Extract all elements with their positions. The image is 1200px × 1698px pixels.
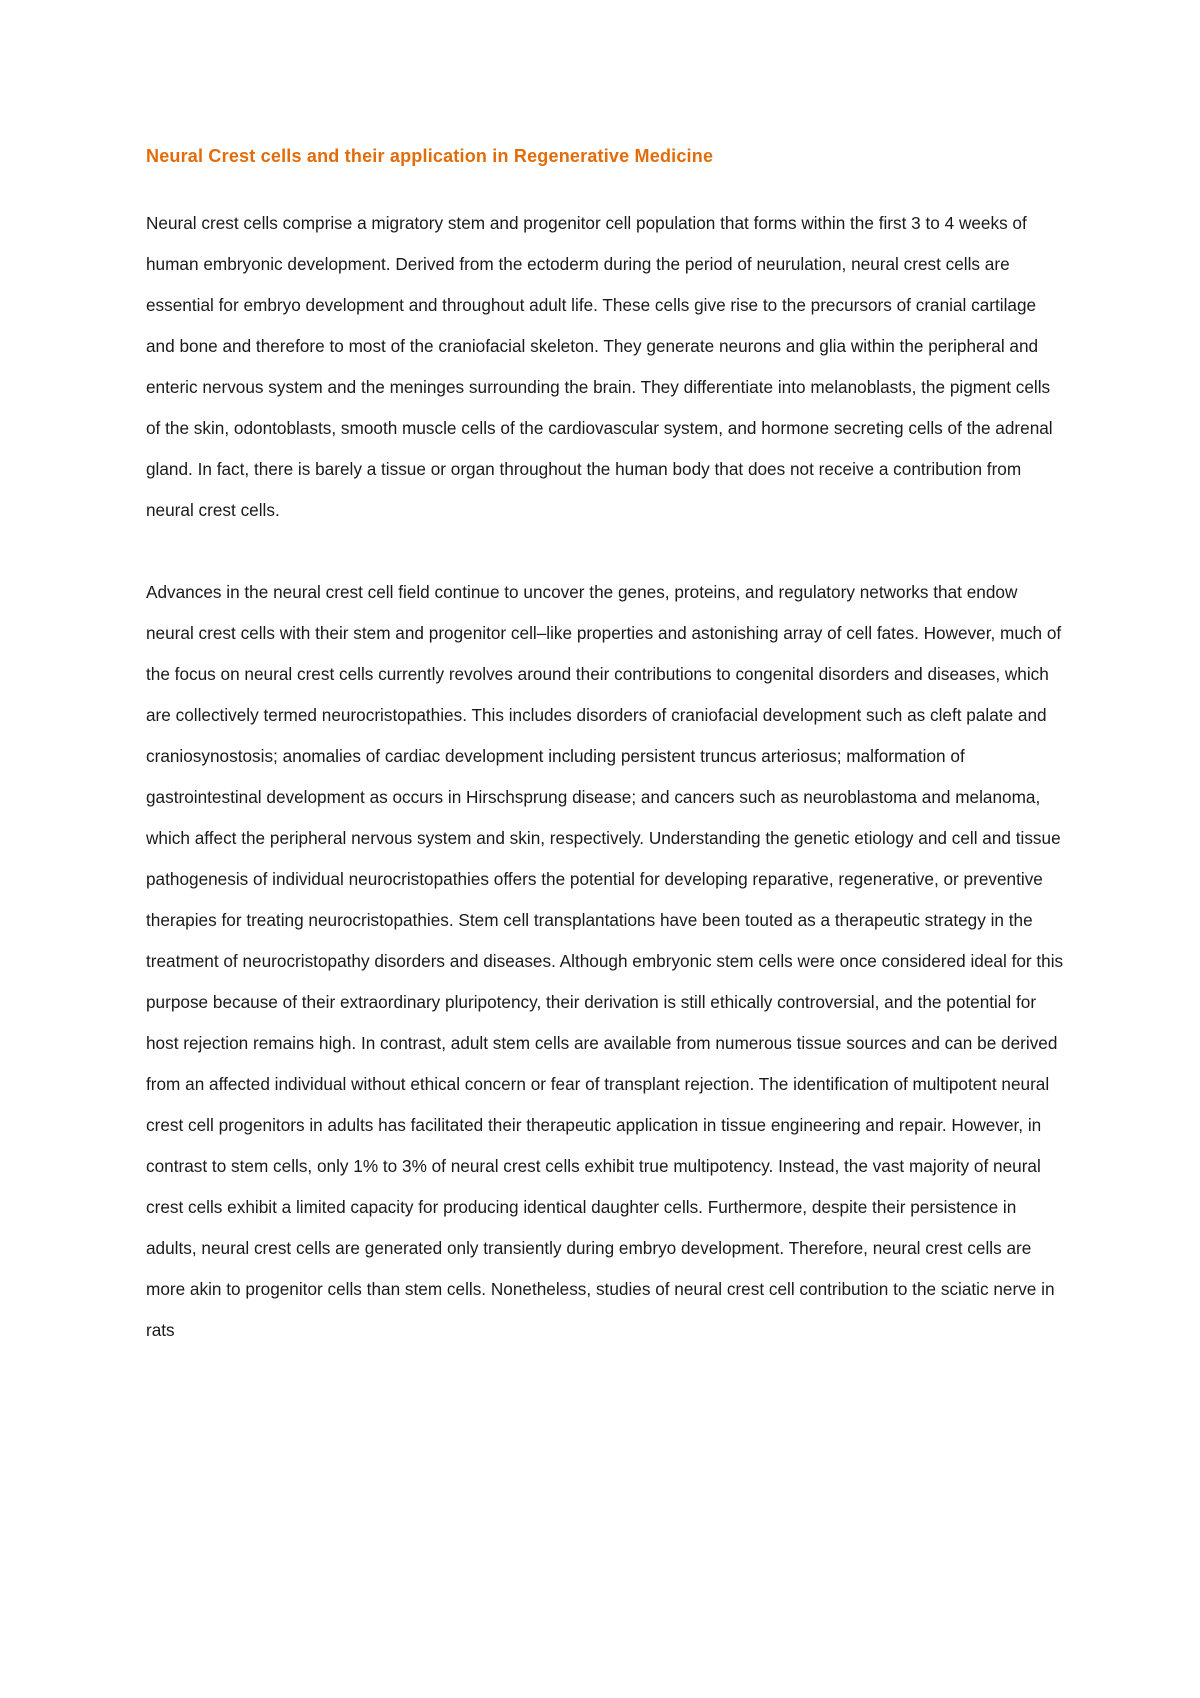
paragraph-1: Neural crest cells comprise a migratory stem and progenitor cell population that forms within the first 3 to 4 weeks of human embryonic development. Derived from the ectoderm during the period of neurulation, neural crest cells are essential for embryo development and throughout adult life. These cells give rise to the precursors of cranial cartilage and bone and therefore to most of the craniofacial skeleton. They generate neurons and glia within the peripheral and enteric nervous system and the meninges surrounding the brain. They differentiate into melanoblasts, the pigment cells of the skin, odontoblasts, smooth muscle cells of the cardiovascular system, and hormone secreting cells of the adrenal gland. In fact, there is barely a tissue or organ throughout the human body that does not receive a contribution from neural crest cells. (146, 213, 1053, 520)
document-title: Neural Crest cells and their application in Regenerative Medicine (146, 146, 714, 166)
paragraph-2: Advances in the neural crest cell field continue to uncover the genes, proteins, and regulatory networks that endow neural crest cells with their stem and progenitor cell–like properties and astonishing array of cell fates. However, much of the focus on neural crest cells currently revolves around their contributions to congenital disorders and diseases, which are collectively termed neurocristopathies. This includes disorders of craniofacial development such as cleft palate and craniosynostosis; anomalies of cardiac development including persistent truncus arteriosus; malformation of gastrointestinal development as occurs in Hirschsprung disease; and cancers such as neuroblastoma and melanoma, which affect the peripheral nervous system and skin, respectively. Understanding the genetic etiology and cell and tissue pathogenesis of individual neurocristopathies offers the potential for developing reparative, regenerative, or preventive therapies for treating neurocristopathies. Stem cell transplantations have been touted as a therapeutic strategy in the treatment of neurocristopathy disorders and diseases. Although embryonic stem cells were once considered ideal for this purpose because of their extraordinary pluripotency, their derivation is still ethically controversial, and the potential for host rejection remains high. In contrast, adult stem cells are available from numerous tissue sources and can be derived from an affected individual without ethical concern or fear of transplant rejection. The identification of multipotent neural crest cell progenitors in adults has facilitated their therapeutic application in tissue engineering and repair. However, in contrast to stem cells, only 1% to 3% of neural crest cells exhibit true multipotency. Instead, the vast majority of neural crest cells exhibit a limited capacity for producing identical daughter cells. Furthermore, despite their persistence in adults, neural crest cells are generated only transiently during embryo development. Therefore, neural crest cells are more akin to progenitor cells than stem cells. Nonetheless, studies of neural crest cell contribution to the sciatic nerve in rats (146, 582, 1064, 1340)
document-body (146, 143, 1066, 1392)
